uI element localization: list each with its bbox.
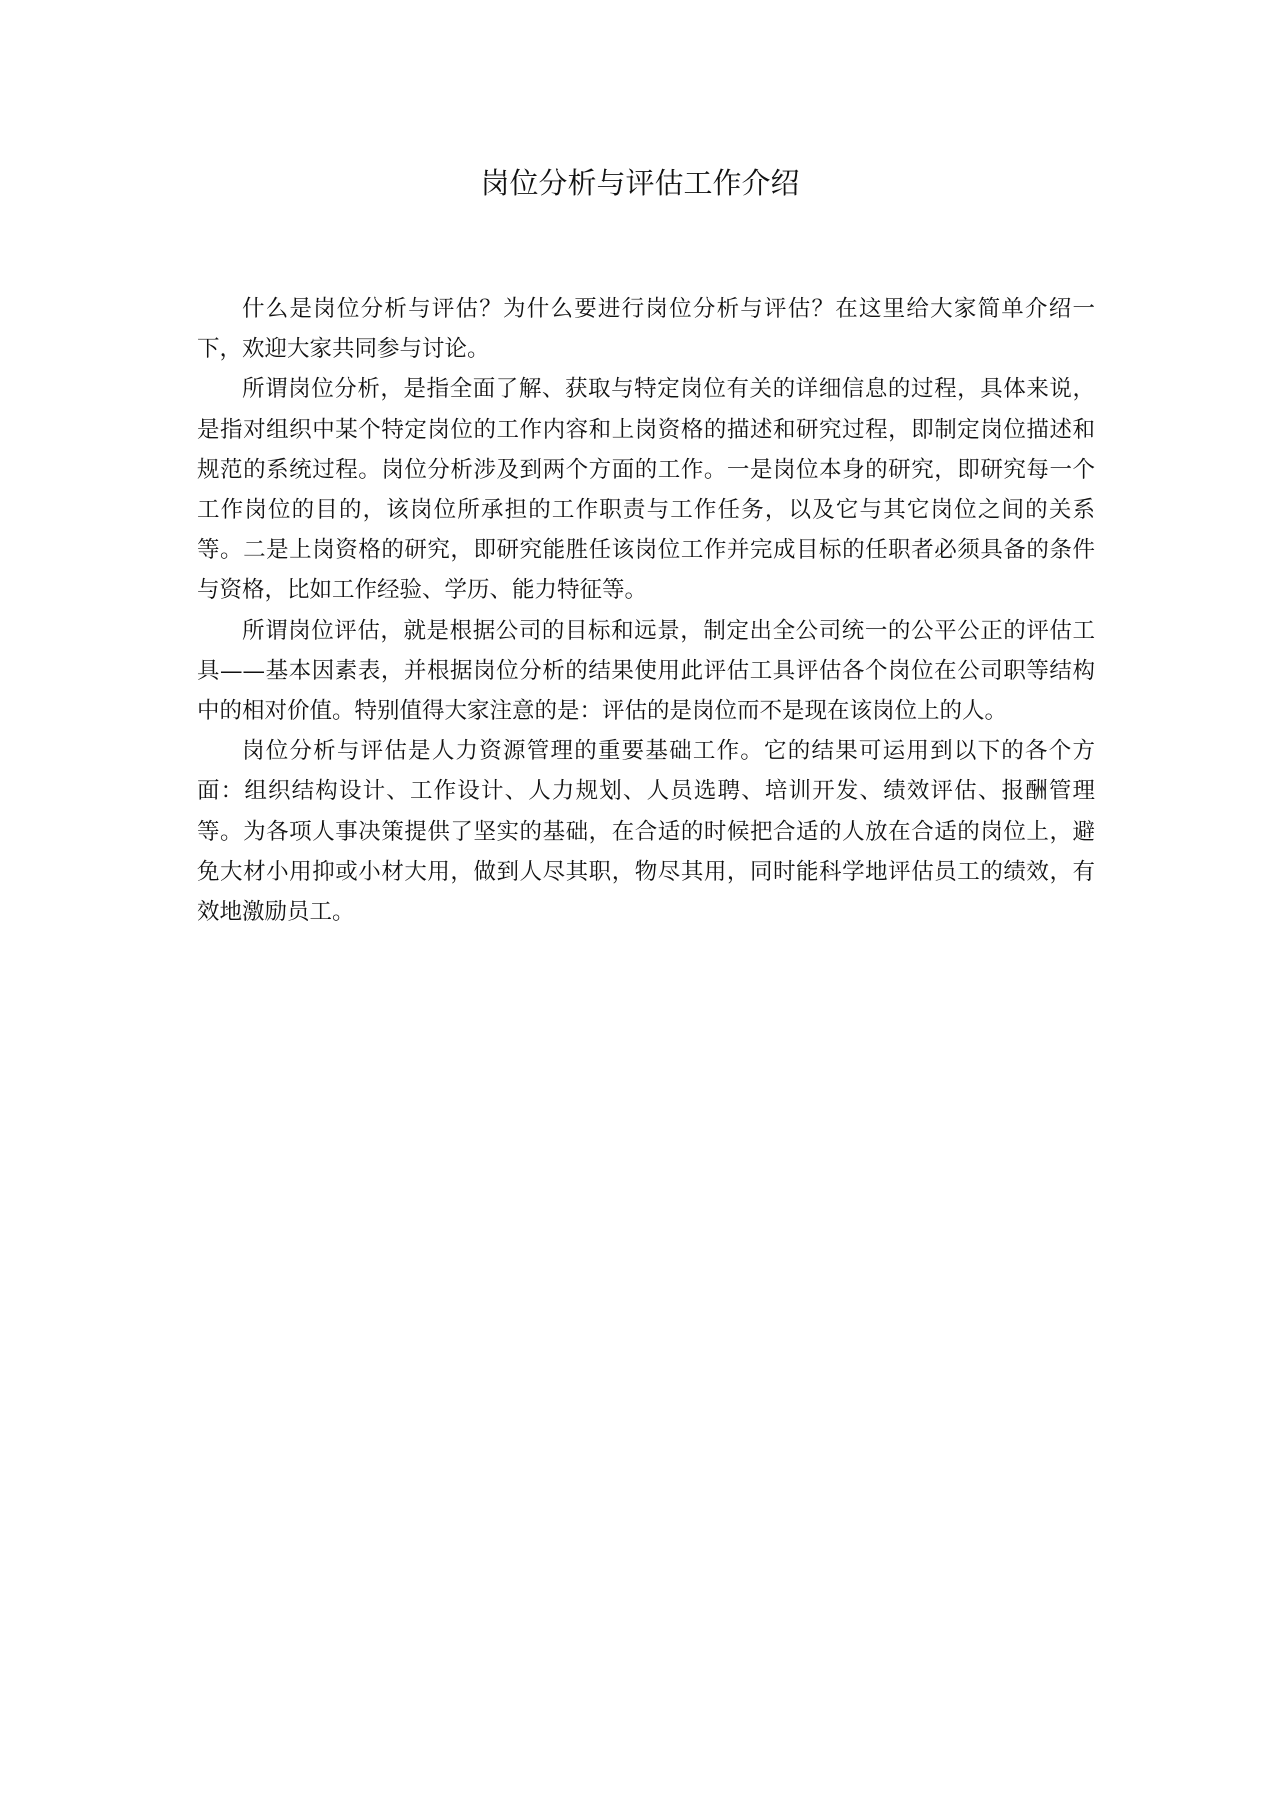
document-title: 岗位分析与评估工作介绍 (480, 166, 800, 200)
paragraph-intro: 什么是岗位分析与评估？为什么要进行岗位分析与评估？在这里给大家简单介绍一下，欢迎大家共同参与讨论。 (197, 296, 1095, 363)
paragraph-applications: 岗位分析与评估是人力资源管理的重要基础工作。它的结果可运用到以下的各个方面：组织结构设计、工作设计、人力规划、人员选聘、培训开发、绩效评估、报酬管理等。为各项人事决策提供了坚实的基础，在合适的时候把合适的人放在合适的岗位上，避免大材小用抑或小材大用，做到人尽其职，物尽其用，同时能科学地评估员工的绩效，有效地激励员工。 (197, 738, 1095, 926)
paragraph-job-evaluation: 所谓岗位评估，就是根据公司的目标和远景，制定出全公司统一的公平公正的评估工具——基本因素表，并根据岗位分析的结果使用此评估工具评估各个岗位在公司职等结构中的相对价值。特别值得大家注意的是：评估的是岗位而不是现在该岗位上的人。 (197, 617, 1095, 725)
paragraph-job-analysis: 所谓岗位分析，是指全面了解、获取与特定岗位有关的详细信息的过程，具体来说，是指对组织中某个特定岗位的工作内容和上岗资格的描述和研究过程，即制定岗位描述和规范的系统过程。岗位分析涉及到两个方面的工作。一是岗位本身的研究，即研究每一个工作岗位的目的，该岗位所承担的工作职责与工作任务，以及它与其它岗位之间的关系等。二是上岗资格的研究，即研究能胜任该岗位工作并完成目标的任职者必须具备的条件与资格，比如工作经验、学历、能力特征等。 (197, 376, 1095, 604)
document-body (197, 289, 1095, 932)
